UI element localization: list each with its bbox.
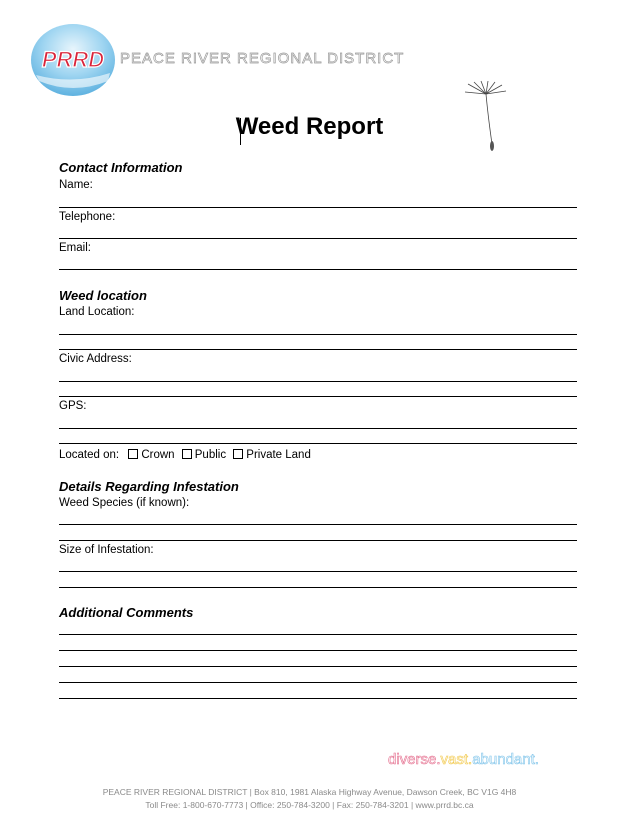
civic-address-line-2[interactable]	[59, 396, 577, 397]
size-label: Size of Infestation:	[59, 544, 154, 556]
org-name: PEACE RIVER REGIONAL DISTRICT	[120, 50, 405, 67]
telephone-label: Telephone:	[59, 211, 116, 223]
footer-contact: Toll Free: 1-800-670-7773 | Office: 250-784-3200 | Fax: 250-784-3201 | www.prrd.bc.ca	[145, 800, 474, 810]
name-line[interactable]	[59, 207, 577, 208]
email-line[interactable]	[59, 269, 577, 270]
land-location-line-1[interactable]	[59, 334, 577, 335]
gps-line-1[interactable]	[59, 428, 577, 429]
private-land-checkbox[interactable]	[233, 449, 243, 459]
land-location-label: Land Location:	[59, 306, 135, 318]
comments-line-5[interactable]	[59, 698, 577, 699]
civic-address-line-1[interactable]	[59, 381, 577, 382]
land-location-line-2[interactable]	[59, 349, 577, 350]
size-line-1[interactable]	[59, 571, 577, 572]
crown-checkbox[interactable]	[128, 449, 138, 459]
gps-label: GPS:	[59, 400, 87, 412]
weed-species-line-1[interactable]	[59, 524, 577, 525]
comments-line-1[interactable]	[59, 634, 577, 635]
logo-text: PRRD	[41, 47, 105, 72]
civic-address-label: Civic Address:	[59, 353, 132, 365]
weed-species-label: Weed Species (if known):	[59, 497, 190, 509]
prrd-logo	[30, 23, 116, 97]
tagline-word-3: abundant.	[472, 751, 539, 768]
private-land-option-label: Private Land	[246, 449, 311, 461]
page-title: Weed Report	[235, 113, 384, 140]
weed-species-line-2[interactable]	[59, 540, 577, 541]
tagline-word-1: diverse.	[388, 751, 441, 768]
name-label: Name:	[59, 179, 93, 191]
comments-line-4[interactable]	[59, 682, 577, 683]
public-option-label: Public	[194, 449, 227, 461]
tagline	[388, 751, 539, 768]
contact-heading: Contact Information	[59, 160, 183, 175]
tagline-word-2: vast.	[440, 751, 473, 768]
email-label: Email:	[59, 242, 91, 254]
footer-address: PEACE RIVER REGIONAL DISTRICT | Box 810, 1981 Alaska Highway Avenue, Dawson Creek, BC V1G 4H8	[102, 787, 517, 797]
comments-line-3[interactable]	[59, 666, 577, 667]
public-checkbox[interactable]	[182, 449, 192, 459]
location-heading: Weed location	[59, 288, 147, 303]
infestation-heading: Details Regarding Infestation	[59, 479, 239, 494]
telephone-line[interactable]	[59, 238, 577, 239]
comments-line-2[interactable]	[59, 650, 577, 651]
gps-line-2[interactable]	[59, 443, 577, 444]
crown-option-label: Crown	[141, 449, 175, 461]
located-on-row	[59, 449, 311, 461]
comments-heading: Additional Comments	[59, 605, 194, 620]
size-line-2[interactable]	[59, 587, 577, 588]
located-on-label: Located on:	[59, 449, 120, 461]
